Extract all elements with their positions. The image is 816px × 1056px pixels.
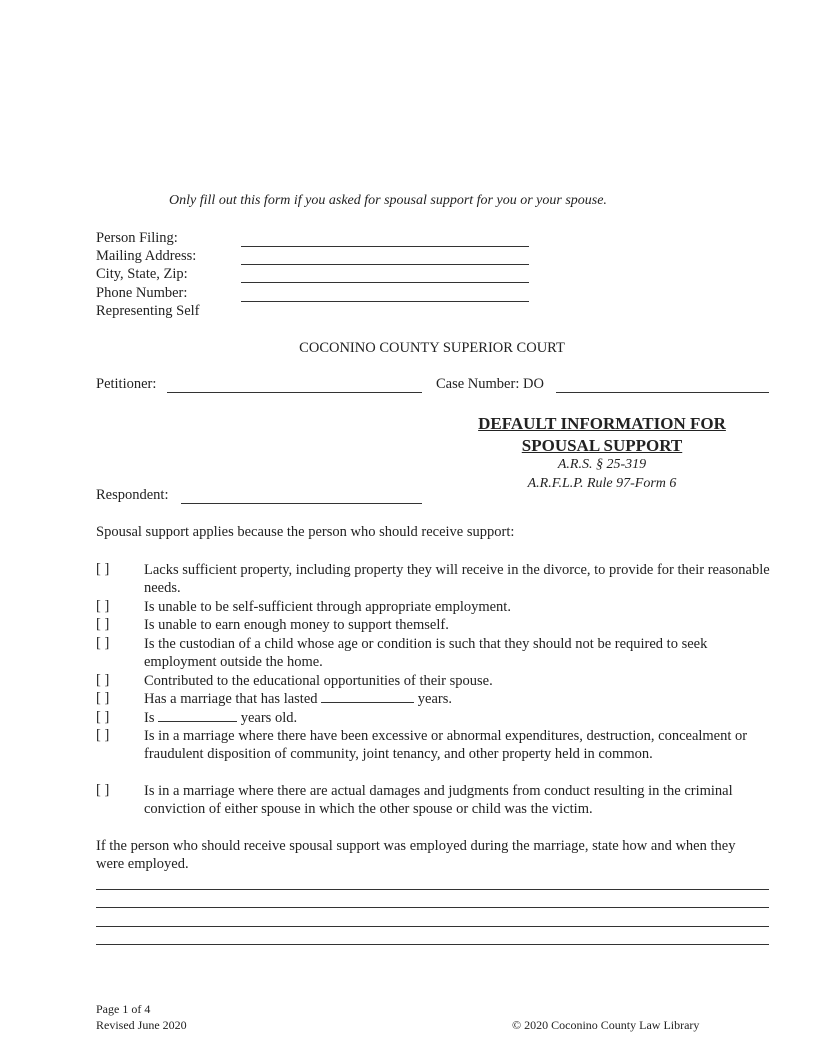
case-number-field[interactable] xyxy=(556,392,769,393)
mailing-address-label: Mailing Address: xyxy=(96,248,197,264)
case-number-label: Case Number: DO xyxy=(436,376,544,392)
respondent-label: Respondent: xyxy=(96,487,169,503)
city-state-zip-label: City, State, Zip: xyxy=(96,266,188,282)
copyright: © 2020 Coconino County Law Library xyxy=(512,1018,700,1032)
checkbox-8[interactable]: [ ] xyxy=(96,727,110,743)
employment-answer-line-1[interactable] xyxy=(96,889,769,890)
employment-answer-line-2[interactable] xyxy=(96,907,769,908)
criteria-item-6 xyxy=(144,690,770,708)
representing-self-label: Representing Self xyxy=(96,303,200,319)
employment-question: If the person who should receive spousal support was employed during the marriage, state how and when they were employed. xyxy=(96,838,736,873)
checkbox-6[interactable]: [ ] xyxy=(96,690,110,706)
mailing-address-field[interactable] xyxy=(241,264,529,265)
checkbox-1[interactable]: [ ] xyxy=(96,561,110,577)
criteria-item-4: Is the custodian of a child whose age or condition is such that they should not be required to seek employment outside the home. xyxy=(144,636,708,671)
checkbox-5[interactable]: [ ] xyxy=(96,672,110,688)
checkbox-7[interactable]: [ ] xyxy=(96,709,110,725)
petitioner-field[interactable] xyxy=(167,392,422,393)
age-text: Is xyxy=(144,710,155,726)
checkbox-4[interactable]: [ ] xyxy=(96,635,110,651)
age-suffix: years old. xyxy=(240,710,298,726)
marriage-length-text: Has a marriage that has lasted xyxy=(144,691,318,707)
form-title-line1: DEFAULT INFORMATION FOR xyxy=(478,414,726,433)
city-state-zip-field[interactable] xyxy=(241,282,529,283)
employment-answer-line-3[interactable] xyxy=(96,926,769,927)
rule-citation: A.R.F.L.P. Rule 97-Form 6 xyxy=(527,476,677,491)
page-number: Page 1 of 4 xyxy=(96,1002,151,1016)
checkbox-9[interactable]: [ ] xyxy=(96,782,110,798)
court-name: COCONINO COUNTY SUPERIOR COURT xyxy=(299,340,565,356)
intro-note: Only fill out this form if you asked for spousal support for you or your spouse. xyxy=(169,193,607,208)
statute-citation: A.R.S. § 25-319 xyxy=(557,457,647,472)
age-field[interactable] xyxy=(158,709,237,722)
person-filing-label: Person Filing: xyxy=(96,230,178,246)
criteria-item-5: Contributed to the educational opportunities of their spouse. xyxy=(144,673,493,689)
revised-date: Revised June 2020 xyxy=(96,1018,187,1032)
marriage-length-suffix: years. xyxy=(417,691,452,707)
phone-number-field[interactable] xyxy=(241,301,529,302)
form-title-line2: SPOUSAL SUPPORT xyxy=(521,436,683,455)
checkbox-2[interactable]: [ ] xyxy=(96,598,110,614)
criteria-item-8: Is in a marriage where there have been excessive or abnormal expenditures, destruction, concealment or fraudulent disposition of community, joint tenancy, and other property held in common. xyxy=(144,728,748,763)
marriage-years-field[interactable] xyxy=(321,690,414,703)
criteria-item-7 xyxy=(144,709,770,727)
phone-number-label: Phone Number: xyxy=(96,285,188,301)
petitioner-label: Petitioner: xyxy=(96,376,157,392)
employment-answer-line-4[interactable] xyxy=(96,944,769,945)
checkbox-3[interactable]: [ ] xyxy=(96,616,110,632)
criteria-intro: Spousal support applies because the person who should receive support: xyxy=(96,524,515,540)
criteria-item-2: Is unable to be self-sufficient through appropriate employment. xyxy=(144,599,511,615)
criteria-item-9: Is in a marriage where there are actual damages and judgments from conduct resulting in the criminal conviction of either spouse in which the other spouse or child was the victim. xyxy=(144,783,733,818)
person-filing-field[interactable] xyxy=(241,246,529,247)
criteria-item-3: Is unable to earn enough money to support themself. xyxy=(144,617,449,633)
respondent-field[interactable] xyxy=(181,503,422,504)
criteria-item-1: Lacks sufficient property, including property they will receive in the divorce, to provide for their reasonable needs. xyxy=(144,562,770,597)
